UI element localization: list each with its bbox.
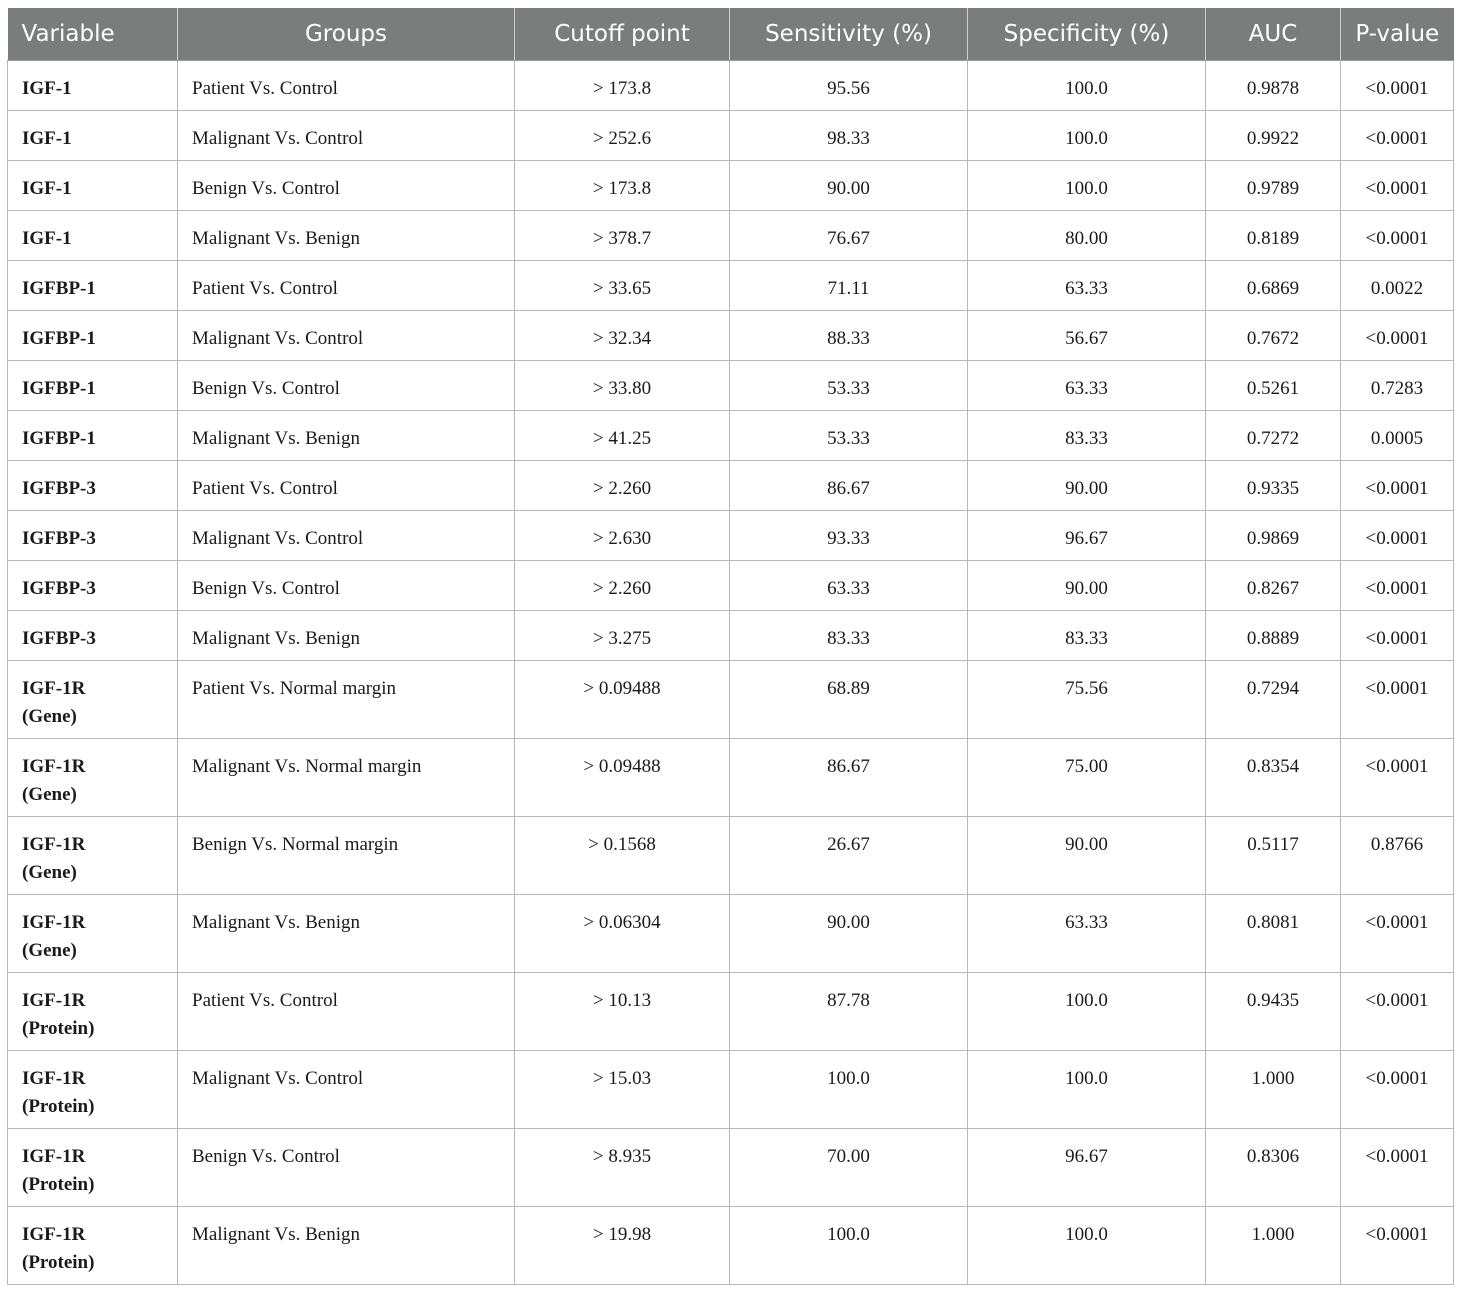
table-row	[8, 1207, 1454, 1285]
cell-sensitivity: 87.78	[730, 973, 968, 1051]
cell-specificity: 75.56	[968, 661, 1206, 739]
cell-auc: 0.8889	[1206, 611, 1341, 661]
cell-auc: 0.9869	[1206, 511, 1341, 561]
cell-variable	[8, 661, 178, 739]
cell-cutoff: > 378.7	[515, 211, 730, 261]
header-groups: Groups	[178, 8, 515, 61]
cell-pvalue: 0.0005	[1341, 411, 1454, 461]
variable-name: IGFBP-1	[22, 378, 96, 399]
variable-subtype: (Gene)	[22, 940, 77, 961]
variable-name: IGF-1R	[22, 756, 86, 777]
variable-subtype: (Protein)	[22, 1018, 95, 1039]
cell-pvalue: <0.0001	[1341, 1051, 1454, 1129]
variable-name: IGF-1R	[22, 678, 86, 699]
table-row	[8, 511, 1454, 561]
cell-variable	[8, 561, 178, 611]
cell-specificity: 56.67	[968, 311, 1206, 361]
cell-sensitivity: 76.67	[730, 211, 968, 261]
cell-pvalue: <0.0001	[1341, 161, 1454, 211]
cell-specificity: 96.67	[968, 511, 1206, 561]
cell-groups: Malignant Vs. Benign	[178, 611, 515, 661]
cell-variable	[8, 361, 178, 411]
variable-subtype: (Protein)	[22, 1174, 95, 1195]
cell-cutoff: > 173.8	[515, 61, 730, 111]
cell-groups: Patient Vs. Normal margin	[178, 661, 515, 739]
cell-pvalue: <0.0001	[1341, 511, 1454, 561]
table-row	[8, 739, 1454, 817]
variable-name: IGFBP-3	[22, 578, 96, 599]
cell-variable	[8, 211, 178, 261]
cell-auc: 0.9435	[1206, 973, 1341, 1051]
cell-sensitivity: 90.00	[730, 895, 968, 973]
cell-specificity: 100.0	[968, 973, 1206, 1051]
cell-groups: Benign Vs. Control	[178, 561, 515, 611]
cell-sensitivity: 98.33	[730, 111, 968, 161]
cell-pvalue: 0.0022	[1341, 261, 1454, 311]
cell-groups: Malignant Vs. Control	[178, 511, 515, 561]
cell-variable	[8, 161, 178, 211]
cell-specificity: 63.33	[968, 361, 1206, 411]
cell-sensitivity: 86.67	[730, 739, 968, 817]
cell-sensitivity: 86.67	[730, 461, 968, 511]
header-sensitivity: Sensitivity (%)	[730, 8, 968, 61]
cell-sensitivity: 63.33	[730, 561, 968, 611]
cell-variable	[8, 973, 178, 1051]
cell-specificity: 90.00	[968, 461, 1206, 511]
cell-variable	[8, 511, 178, 561]
cell-auc: 0.8267	[1206, 561, 1341, 611]
table-row	[8, 411, 1454, 461]
header-pvalue: P-value	[1341, 8, 1454, 61]
cell-variable	[8, 111, 178, 161]
variable-subtype: (Gene)	[22, 706, 77, 727]
cell-variable	[8, 739, 178, 817]
cell-cutoff: > 33.65	[515, 261, 730, 311]
cell-pvalue: <0.0001	[1341, 211, 1454, 261]
cell-cutoff: > 0.1568	[515, 817, 730, 895]
header-auc: AUC	[1206, 8, 1341, 61]
cell-variable	[8, 311, 178, 361]
variable-name: IGFBP-1	[22, 428, 96, 449]
variable-name: IGF-1R	[22, 834, 86, 855]
cell-sensitivity: 70.00	[730, 1129, 968, 1207]
cell-pvalue: <0.0001	[1341, 1207, 1454, 1285]
cell-pvalue: 0.7283	[1341, 361, 1454, 411]
table-row	[8, 61, 1454, 111]
cell-auc: 0.7672	[1206, 311, 1341, 361]
cell-cutoff: > 0.09488	[515, 739, 730, 817]
table-row	[8, 111, 1454, 161]
cell-variable	[8, 61, 178, 111]
table-row	[8, 1129, 1454, 1207]
cell-specificity: 63.33	[968, 895, 1206, 973]
header-variable: Variable	[8, 8, 178, 61]
cell-auc: 0.5117	[1206, 817, 1341, 895]
variable-subtype: (Gene)	[22, 784, 77, 805]
cell-cutoff: > 15.03	[515, 1051, 730, 1129]
cell-groups: Malignant Vs. Control	[178, 111, 515, 161]
table-row	[8, 311, 1454, 361]
cell-specificity: 100.0	[968, 61, 1206, 111]
cell-sensitivity: 53.33	[730, 411, 968, 461]
cell-auc: 0.8081	[1206, 895, 1341, 973]
table-row	[8, 817, 1454, 895]
table-row	[8, 261, 1454, 311]
variable-name: IGFBP-1	[22, 328, 96, 349]
cell-auc: 0.9335	[1206, 461, 1341, 511]
table-row	[8, 661, 1454, 739]
cell-cutoff: > 0.06304	[515, 895, 730, 973]
cell-auc: 0.6869	[1206, 261, 1341, 311]
variable-name: IGF-1	[22, 178, 72, 199]
variable-name: IGF-1R	[22, 1146, 86, 1167]
cell-variable	[8, 1207, 178, 1285]
cell-auc: 0.9922	[1206, 111, 1341, 161]
variable-name: IGFBP-1	[22, 278, 96, 299]
cell-groups: Benign Vs. Control	[178, 161, 515, 211]
cell-cutoff: > 173.8	[515, 161, 730, 211]
cell-auc: 0.9878	[1206, 61, 1341, 111]
cell-pvalue: <0.0001	[1341, 61, 1454, 111]
cell-cutoff: > 2.260	[515, 461, 730, 511]
variable-name: IGFBP-3	[22, 528, 96, 549]
cell-specificity: 100.0	[968, 1051, 1206, 1129]
cell-auc: 0.9789	[1206, 161, 1341, 211]
cell-sensitivity: 95.56	[730, 61, 968, 111]
header-row	[8, 8, 1454, 61]
cell-pvalue: 0.8766	[1341, 817, 1454, 895]
cell-sensitivity: 26.67	[730, 817, 968, 895]
cell-cutoff: > 2.260	[515, 561, 730, 611]
cell-variable	[8, 1129, 178, 1207]
cell-auc: 0.8306	[1206, 1129, 1341, 1207]
cell-specificity: 96.67	[968, 1129, 1206, 1207]
cell-specificity: 100.0	[968, 111, 1206, 161]
cell-cutoff: > 252.6	[515, 111, 730, 161]
cell-groups: Malignant Vs. Benign	[178, 1207, 515, 1285]
cell-groups: Patient Vs. Control	[178, 261, 515, 311]
cell-sensitivity: 90.00	[730, 161, 968, 211]
cell-cutoff: > 0.09488	[515, 661, 730, 739]
variable-name: IGF-1R	[22, 990, 86, 1011]
variable-subtype: (Gene)	[22, 862, 77, 883]
cell-auc: 1.000	[1206, 1051, 1341, 1129]
cell-variable	[8, 261, 178, 311]
cell-cutoff: > 10.13	[515, 973, 730, 1051]
cell-specificity: 90.00	[968, 561, 1206, 611]
cell-groups: Malignant Vs. Benign	[178, 211, 515, 261]
cell-groups: Malignant Vs. Normal margin	[178, 739, 515, 817]
variable-name: IGFBP-3	[22, 628, 96, 649]
cell-auc: 0.8189	[1206, 211, 1341, 261]
table-row	[8, 361, 1454, 411]
cell-specificity: 63.33	[968, 261, 1206, 311]
cell-groups: Patient Vs. Control	[178, 973, 515, 1051]
table-row	[8, 211, 1454, 261]
cell-variable	[8, 461, 178, 511]
cell-cutoff: > 32.34	[515, 311, 730, 361]
cell-sensitivity: 100.0	[730, 1051, 968, 1129]
cell-cutoff: > 2.630	[515, 511, 730, 561]
variable-subtype: (Protein)	[22, 1096, 95, 1117]
cell-sensitivity: 88.33	[730, 311, 968, 361]
variable-name: IGF-1R	[22, 1068, 86, 1089]
cell-pvalue: <0.0001	[1341, 611, 1454, 661]
header-cutoff: Cutoff point	[515, 8, 730, 61]
cell-variable	[8, 411, 178, 461]
cell-pvalue: <0.0001	[1341, 973, 1454, 1051]
roc-table	[7, 8, 1454, 1285]
cell-groups: Malignant Vs. Control	[178, 1051, 515, 1129]
table-row	[8, 561, 1454, 611]
cell-variable	[8, 1051, 178, 1129]
cell-pvalue: <0.0001	[1341, 1129, 1454, 1207]
cell-variable	[8, 817, 178, 895]
cell-pvalue: <0.0001	[1341, 661, 1454, 739]
variable-subtype: (Protein)	[22, 1252, 95, 1273]
cell-auc: 0.7272	[1206, 411, 1341, 461]
cell-specificity: 100.0	[968, 1207, 1206, 1285]
cell-sensitivity: 68.89	[730, 661, 968, 739]
variable-name: IGF-1R	[22, 1224, 86, 1245]
cell-auc: 0.8354	[1206, 739, 1341, 817]
table-row	[8, 611, 1454, 661]
table-row	[8, 1051, 1454, 1129]
table-row	[8, 461, 1454, 511]
cell-pvalue: <0.0001	[1341, 561, 1454, 611]
cell-variable	[8, 611, 178, 661]
cell-sensitivity: 93.33	[730, 511, 968, 561]
cell-specificity: 75.00	[968, 739, 1206, 817]
cell-specificity: 90.00	[968, 817, 1206, 895]
cell-cutoff: > 8.935	[515, 1129, 730, 1207]
cell-cutoff: > 3.275	[515, 611, 730, 661]
cell-sensitivity: 100.0	[730, 1207, 968, 1285]
cell-sensitivity: 83.33	[730, 611, 968, 661]
cell-variable	[8, 895, 178, 973]
cell-pvalue: <0.0001	[1341, 461, 1454, 511]
cell-specificity: 83.33	[968, 411, 1206, 461]
cell-specificity: 100.0	[968, 161, 1206, 211]
cell-groups: Patient Vs. Control	[178, 61, 515, 111]
table-row	[8, 973, 1454, 1051]
variable-name: IGFBP-3	[22, 478, 96, 499]
cell-auc: 0.5261	[1206, 361, 1341, 411]
cell-pvalue: <0.0001	[1341, 895, 1454, 973]
cell-pvalue: <0.0001	[1341, 111, 1454, 161]
cell-specificity: 80.00	[968, 211, 1206, 261]
cell-cutoff: > 33.80	[515, 361, 730, 411]
cell-cutoff: > 19.98	[515, 1207, 730, 1285]
cell-groups: Patient Vs. Control	[178, 461, 515, 511]
cell-groups: Benign Vs. Control	[178, 1129, 515, 1207]
cell-specificity: 83.33	[968, 611, 1206, 661]
cell-groups: Benign Vs. Normal margin	[178, 817, 515, 895]
table-row	[8, 895, 1454, 973]
cell-groups: Malignant Vs. Control	[178, 311, 515, 361]
cell-auc: 1.000	[1206, 1207, 1341, 1285]
variable-name: IGF-1R	[22, 912, 86, 933]
variable-name: IGF-1	[22, 128, 72, 149]
variable-name: IGF-1	[22, 78, 72, 99]
cell-sensitivity: 71.11	[730, 261, 968, 311]
cell-groups: Benign Vs. Control	[178, 361, 515, 411]
cell-groups: Malignant Vs. Benign	[178, 411, 515, 461]
cell-pvalue: <0.0001	[1341, 311, 1454, 361]
table-row	[8, 161, 1454, 211]
cell-auc: 0.7294	[1206, 661, 1341, 739]
cell-groups: Malignant Vs. Benign	[178, 895, 515, 973]
header-specificity: Specificity (%)	[968, 8, 1206, 61]
variable-name: IGF-1	[22, 228, 72, 249]
cell-pvalue: <0.0001	[1341, 739, 1454, 817]
cell-cutoff: > 41.25	[515, 411, 730, 461]
cell-sensitivity: 53.33	[730, 361, 968, 411]
